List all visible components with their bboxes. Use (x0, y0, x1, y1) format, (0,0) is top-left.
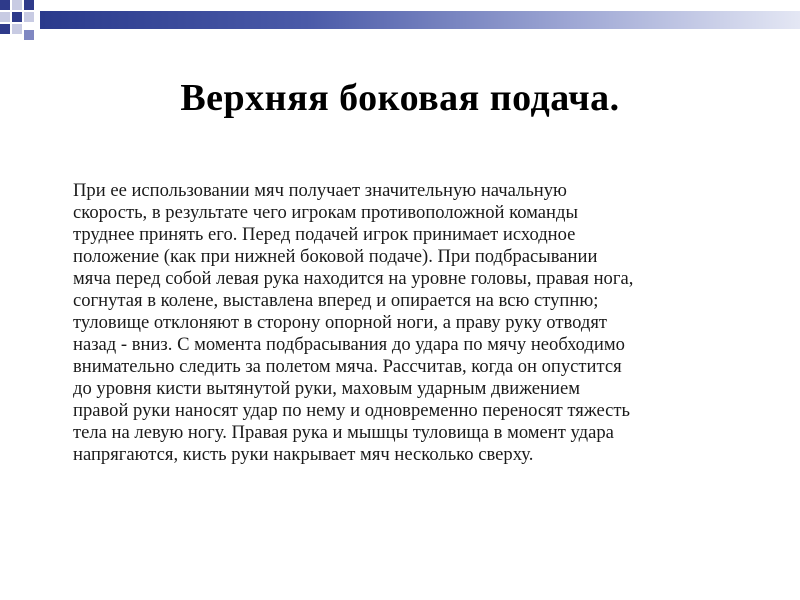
slide-body-text (73, 180, 753, 466)
body-line: согнутая в колене, выставлена вперед и опирается на всю ступню; (73, 290, 599, 311)
body-line: внимательно следить за полетом мяча. Рассчитав, когда он опустится (73, 356, 622, 377)
decor-square (0, 12, 10, 22)
body-line: труднее принять его. Перед подачей игрок принимает исходное (73, 224, 576, 245)
body-line: правой руки наносят удар по нему и одновременно переносят тяжесть (73, 400, 631, 421)
decor-square (24, 0, 34, 10)
header-gradient-bar (40, 11, 800, 29)
decor-square (12, 24, 22, 34)
decor-square (12, 12, 22, 22)
body-line: туловище отклоняют в сторону опорной ноги, а праву руку отводят (73, 312, 608, 333)
body-line: тела на левую ногу. Правая рука и мышцы туловища в момент удара (73, 422, 614, 443)
decor-square (24, 12, 34, 22)
decor-square (0, 0, 10, 10)
decor-square (0, 24, 10, 34)
body-line: до уровня кисти вытянутой руки, маховым ударным движением (73, 378, 580, 399)
body-line: мяча перед собой левая рука находится на уровне головы, правая нога, (73, 268, 634, 289)
body-line: скорость, в результате чего игрокам противоположной команды (73, 202, 578, 223)
decor-square (12, 0, 22, 10)
decor-square (24, 30, 34, 40)
body-line: назад - вниз. С момента подбрасывания до удара по мячу необходимо (73, 334, 625, 355)
body-line: положение (как при нижней боковой подаче). При подбрасывании (73, 246, 598, 267)
slide-title: Верхняя боковая подача. (180, 77, 620, 119)
body-line: При ее использовании мяч получает значительную начальную (73, 180, 567, 201)
body-line: напрягаются, кисть руки накрывает мяч несколько сверху. (73, 444, 534, 465)
